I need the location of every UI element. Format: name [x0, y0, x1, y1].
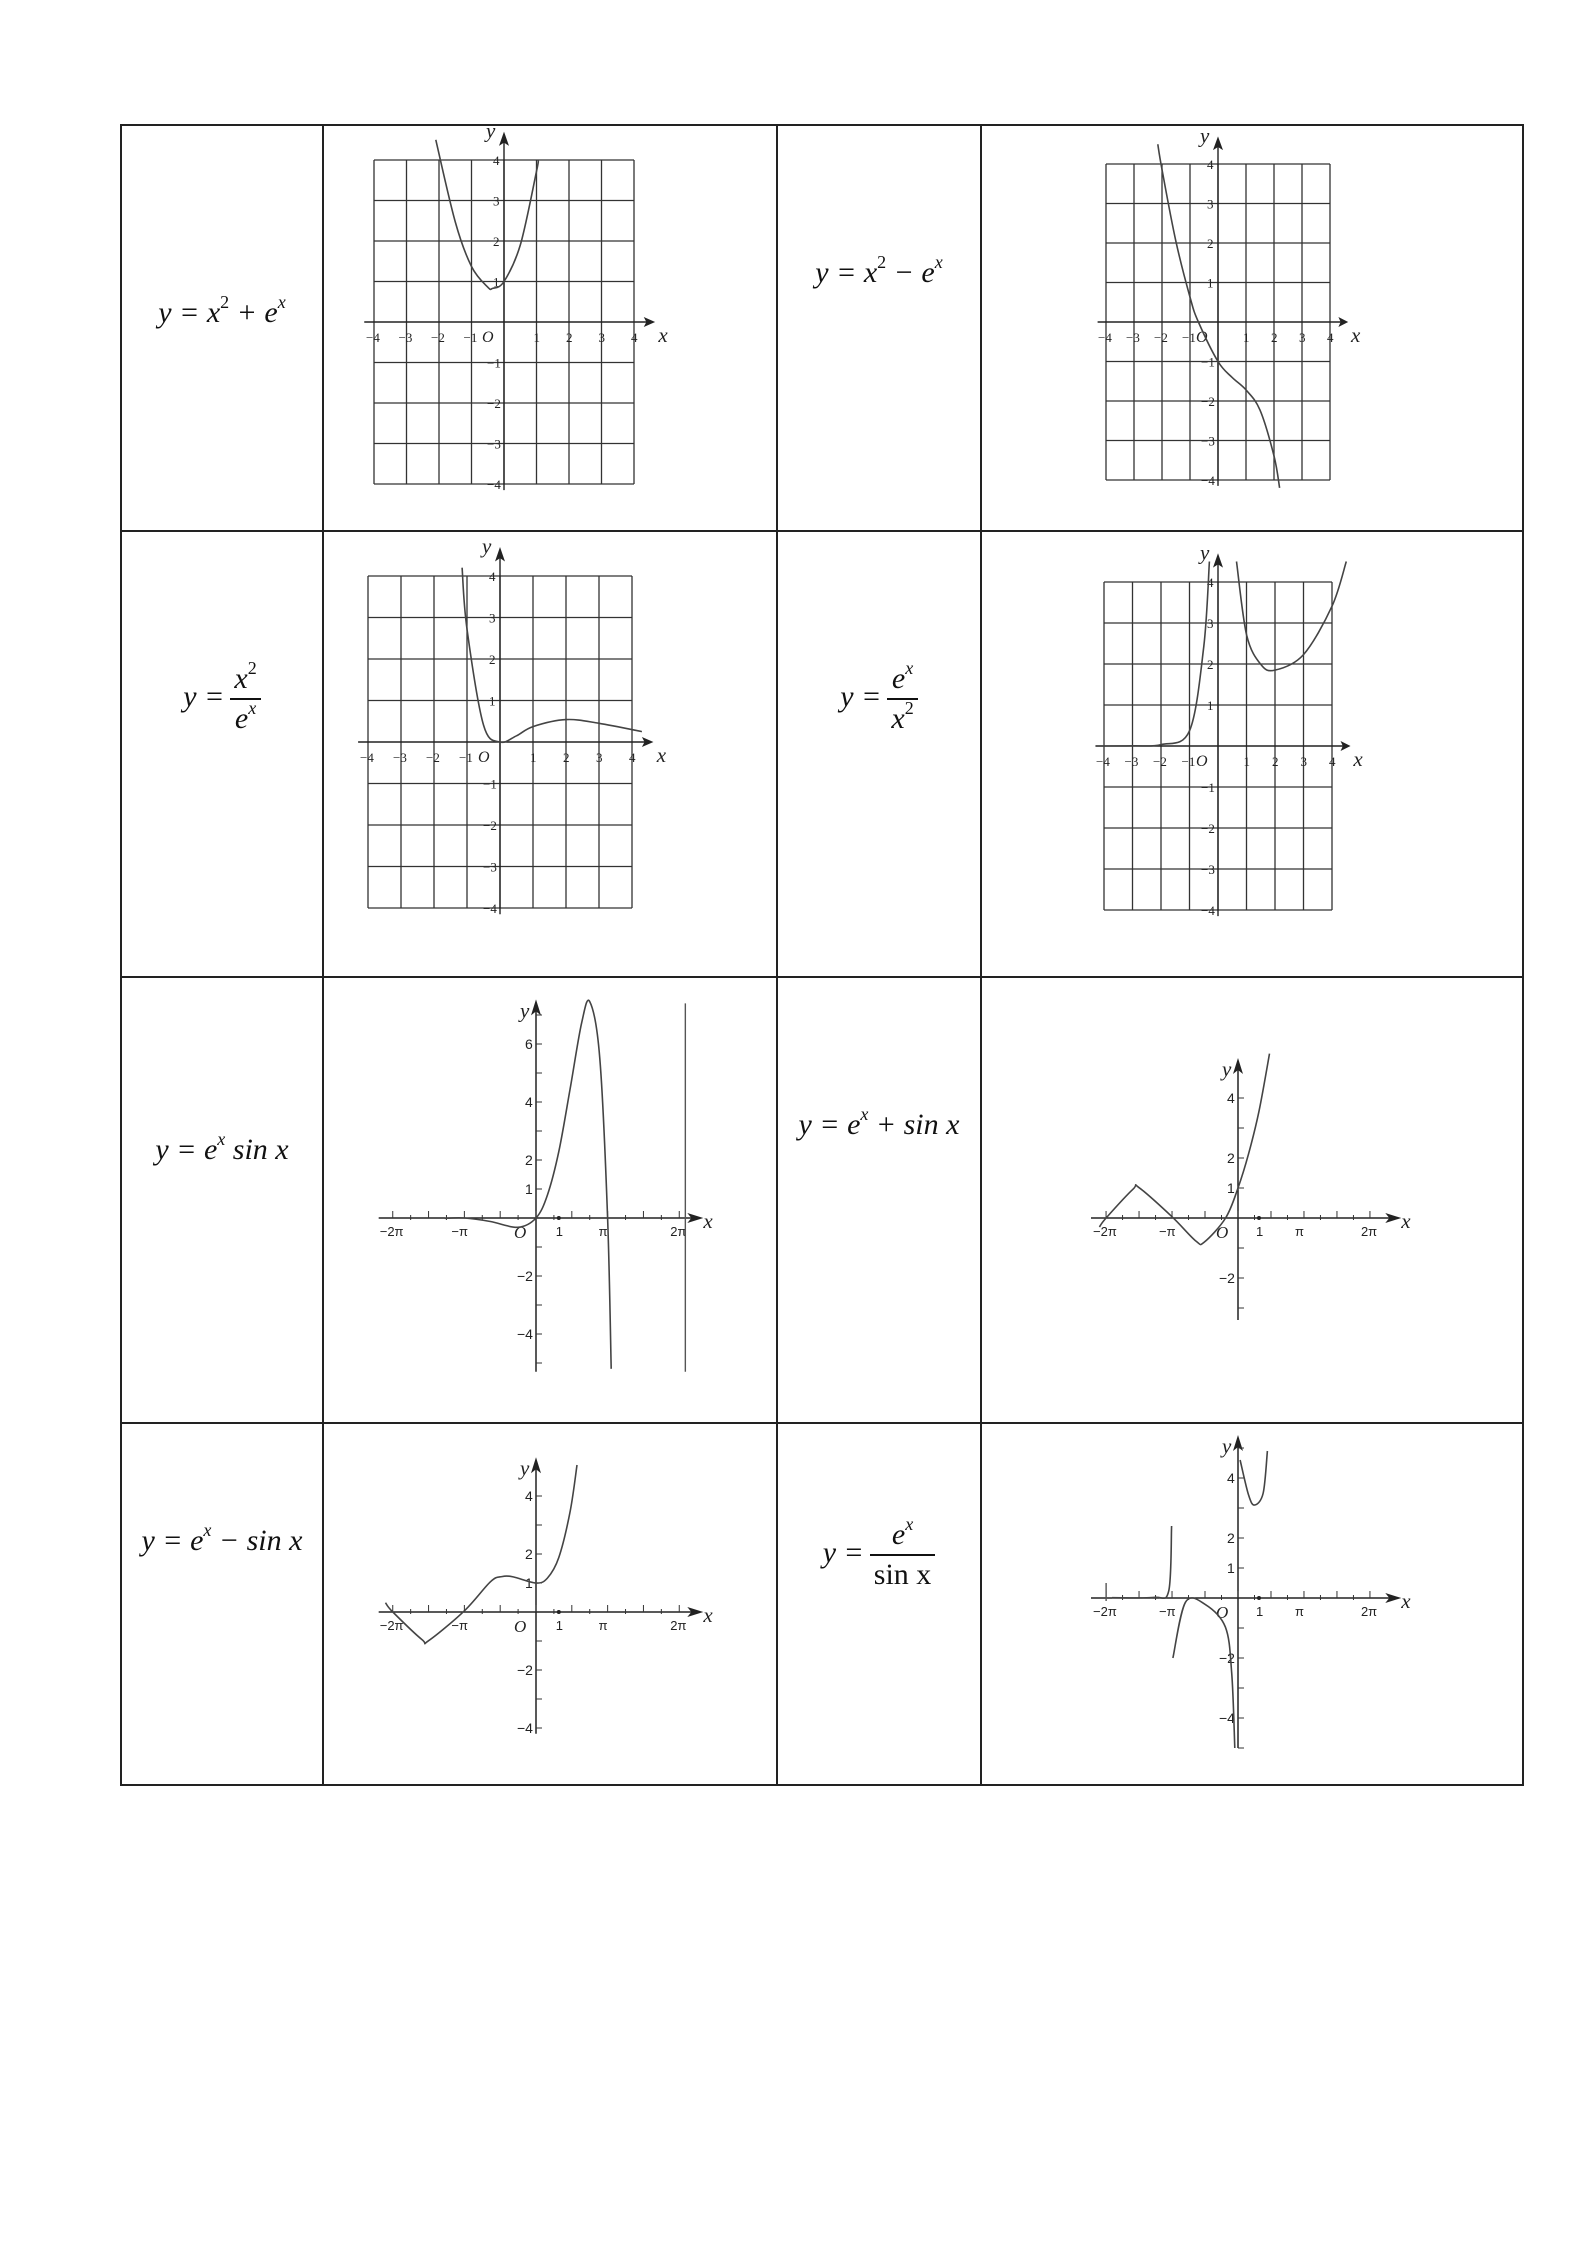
graph-ex-over-x2: [982, 532, 1522, 978]
y-tick-label: −2: [1219, 1270, 1235, 1286]
x-tick-label: −π: [451, 1618, 468, 1633]
graph-ex-plus-sinx: [982, 978, 1522, 1424]
graph-cell: [981, 125, 1523, 531]
formula-exponent: 2: [220, 292, 230, 312]
y-tick-label: 4: [1207, 157, 1214, 172]
y-tick-label: 2: [1207, 236, 1214, 251]
graph-cell: [323, 977, 777, 1423]
table-row: [121, 531, 1523, 977]
y-tick-label: 2: [493, 234, 500, 249]
x-tick-dot: [557, 1610, 561, 1614]
x-tick-label: −π: [1159, 1224, 1176, 1239]
formula-ex-plus-sinx: [778, 1104, 980, 1142]
formula-exponent: 2: [247, 658, 257, 678]
y-axis-label: y: [1222, 1434, 1232, 1458]
y-tick-label: 4: [525, 1488, 533, 1504]
x-tick-label: 1: [1243, 754, 1250, 769]
x-tick-dot: [1257, 1216, 1261, 1220]
formula-exponent: x: [934, 252, 943, 272]
formula-text: y = e: [798, 1108, 861, 1141]
y-tick-label: −2: [517, 1662, 533, 1678]
x-tick-label: 1: [1256, 1224, 1264, 1239]
y-axis-label: y: [1222, 1057, 1232, 1081]
graph-cell: [323, 118, 777, 531]
formula-text: y = e: [155, 1133, 218, 1166]
y-tick-label: 1: [1207, 275, 1214, 291]
table-row: [121, 125, 1523, 531]
denominator: x: [891, 702, 905, 735]
graph-x2-over-ex: [324, 532, 776, 978]
y-tick-label: 2: [525, 1152, 533, 1168]
formula-text: y = e: [141, 1524, 204, 1557]
x-tick-label: π: [598, 1618, 608, 1633]
x-tick-label: −π: [1159, 1604, 1176, 1619]
y-tick-label: 1: [493, 274, 500, 290]
x-tick-label: −2π: [1093, 1604, 1117, 1619]
formula-text: + sin x: [868, 1108, 960, 1141]
x-tick-label: π: [1294, 1604, 1304, 1619]
formula-text: − sin x: [211, 1524, 303, 1557]
x-tick-label: −3: [393, 750, 407, 765]
y-tick-label: −1: [483, 776, 497, 792]
table-row: [121, 977, 1523, 1423]
y-tick-label: 1: [525, 1575, 533, 1591]
function-curve: [1240, 1451, 1267, 1505]
x-tick-label: −2: [1154, 330, 1168, 345]
formula-cell: [777, 531, 981, 977]
x-tick-label: π: [1294, 1224, 1304, 1239]
x-tick-label: 1: [530, 750, 537, 765]
graph-ex-over-sinx: [982, 1424, 1522, 1786]
y-tick-label: −4: [483, 901, 497, 916]
y-tick-label: −4: [1219, 1710, 1235, 1726]
fraction: [230, 660, 260, 738]
x-tick-dot: [1257, 1596, 1261, 1600]
x-tick-label: 1: [1256, 1604, 1264, 1619]
x-tick-label: 4: [1327, 330, 1334, 345]
x-tick-dot: [557, 1216, 561, 1220]
graph-cell: [323, 531, 777, 977]
x-tick-label: −2π: [1093, 1224, 1117, 1239]
numerator: e: [891, 662, 906, 695]
y-tick-label: −2: [517, 1268, 533, 1284]
formula-text: sin x: [225, 1133, 289, 1166]
y-tick-label: 1: [1227, 1560, 1235, 1576]
x-axis-label: x: [703, 1209, 713, 1233]
x-axis-label: x: [1353, 747, 1363, 771]
origin-label: O: [482, 329, 494, 346]
formula-exponent: x: [248, 698, 257, 718]
y-tick-label: −1: [1201, 780, 1215, 795]
x-tick-label: −4: [1098, 330, 1112, 345]
formula-exponent: 2: [904, 698, 914, 718]
formula-exponent: x: [905, 658, 914, 678]
x-tick-label: −3: [1126, 330, 1140, 345]
y-tick-label: 1: [489, 693, 496, 709]
function-curve: [1237, 562, 1347, 671]
y-tick-label: −4: [517, 1326, 533, 1342]
x-axis-label: x: [1401, 1209, 1411, 1233]
formula-text: y = x: [158, 296, 221, 329]
formula-cell: [777, 1423, 981, 1785]
formula-exponent: x: [203, 1520, 212, 1540]
x-tick-label: 2: [1271, 330, 1278, 345]
formula-exponent: x: [905, 1514, 914, 1534]
x-tick-label: −2: [431, 330, 445, 345]
function-curve: [1112, 1526, 1172, 1598]
y-tick-label: 3: [489, 610, 496, 626]
y-tick-label: 1: [525, 1181, 533, 1197]
denominator: e: [234, 702, 249, 735]
formula-ex-over-x2: [778, 660, 980, 738]
origin-label: O: [514, 1617, 527, 1636]
y-axis-label: y: [1200, 123, 1210, 148]
formula-cell: [777, 977, 981, 1423]
origin-label: O: [1216, 1223, 1229, 1242]
x-tick-label: π: [598, 1224, 608, 1239]
y-tick-label: 4: [1227, 1470, 1235, 1486]
y-tick-label: 1: [1227, 1180, 1235, 1196]
graph-cell: [323, 1423, 777, 1785]
numerator: x: [234, 662, 248, 695]
formula-cell: [121, 977, 323, 1423]
x-axis-label: x: [656, 743, 667, 767]
function-graph-table: [120, 118, 1524, 1786]
y-axis-label: y: [486, 118, 496, 143]
y-tick-label: −4: [1201, 473, 1215, 488]
function-curve: [1096, 562, 1210, 747]
graph-x2-plus-ex: [324, 118, 776, 532]
function-curve: [386, 1465, 578, 1644]
x-tick-label: −3: [1124, 754, 1139, 769]
x-tick-label: 1: [1243, 330, 1250, 345]
y-tick-label: −2: [1201, 394, 1215, 409]
graph-cell: [981, 977, 1523, 1423]
formula-exponent: x: [217, 1129, 226, 1149]
function-curve: [436, 140, 539, 290]
formula-text: + e: [229, 296, 278, 329]
y-tick-label: 4: [1227, 1090, 1235, 1106]
formula-text: y =: [183, 679, 225, 713]
x-tick-label: 3: [1299, 330, 1306, 345]
y-tick-label: −2: [1219, 1650, 1235, 1666]
x-tick-label: 2π: [670, 1224, 687, 1239]
formula-cell: [121, 125, 323, 531]
x-tick-label: 3: [598, 330, 605, 345]
x-axis-label: x: [658, 323, 668, 347]
origin-label: O: [478, 749, 490, 766]
y-tick-label: 2: [525, 1546, 533, 1562]
formula-x2-plus-ex: [122, 292, 322, 330]
formula-exponent: 2: [877, 252, 887, 272]
y-tick-label: 2: [1227, 1530, 1235, 1546]
y-axis-label: y: [520, 998, 530, 1023]
formula-ex-over-sinx: [778, 1516, 980, 1594]
formula-text: − e: [886, 256, 935, 289]
formula-x2-over-ex: [122, 660, 322, 738]
formula-ex-minus-sinx: [122, 1520, 322, 1558]
x-tick-label: −2: [426, 750, 440, 765]
formula-ex-sinx: [122, 1129, 322, 1167]
y-tick-label: 2: [1207, 657, 1214, 672]
x-axis-label: x: [703, 1603, 713, 1627]
x-tick-label: −2π: [379, 1224, 404, 1239]
x-tick-label: −3: [398, 330, 413, 345]
table-row: [121, 1423, 1523, 1785]
x-tick-label: −1: [1182, 330, 1196, 345]
formula-cell: [121, 1423, 323, 1785]
fraction: [887, 660, 917, 738]
x-tick-label: 1: [555, 1224, 564, 1239]
graph-cell: [981, 1423, 1523, 1785]
graph-ex-sinx: [324, 978, 776, 1424]
y-tick-label: −2: [483, 818, 497, 833]
formula-cell: [777, 125, 981, 531]
x-tick-label: −1: [1181, 754, 1196, 769]
y-tick-label: −4: [487, 477, 501, 492]
y-tick-label: −4: [517, 1720, 533, 1736]
y-tick-label: 3: [493, 193, 500, 209]
y-tick-label: −1: [487, 355, 501, 371]
y-tick-label: 4: [489, 569, 496, 584]
x-tick-label: −2π: [379, 1618, 404, 1633]
y-tick-label: 2: [1227, 1150, 1235, 1166]
y-tick-label: 2: [489, 652, 496, 667]
y-tick-label: −3: [1201, 433, 1215, 449]
numerator: e: [891, 1518, 906, 1551]
formula-cell: [121, 531, 323, 977]
y-tick-label: −2: [487, 396, 501, 411]
x-tick-label: 2π: [1360, 1604, 1378, 1619]
function-curve: [1099, 1054, 1269, 1245]
x-tick-label: −1: [459, 750, 473, 765]
denominator: sin x: [873, 1558, 932, 1591]
formula-text: y =: [822, 1535, 864, 1569]
x-tick-label: 2π: [1360, 1224, 1378, 1239]
y-tick-label: 1: [1207, 698, 1214, 713]
x-tick-label: −4: [1096, 754, 1110, 769]
y-tick-label: 6: [525, 1036, 533, 1052]
y-axis-label: y: [520, 1456, 530, 1481]
y-tick-label: −2: [1201, 821, 1215, 836]
x-tick-label: 2: [1272, 754, 1279, 769]
formula-exponent: x: [860, 1104, 869, 1124]
origin-label: O: [514, 1223, 527, 1242]
graph-x2-minus-ex: [982, 123, 1522, 532]
graph-cell: [981, 531, 1523, 977]
x-tick-label: 1: [533, 330, 540, 345]
y-tick-label: −1: [1201, 354, 1215, 370]
y-axis-label: y: [1200, 540, 1210, 565]
formula-exponent: x: [277, 292, 286, 312]
y-tick-label: 4: [493, 153, 500, 168]
x-tick-label: −4: [366, 330, 380, 345]
x-tick-label: −1: [463, 330, 478, 345]
x-tick-label: 4: [1329, 754, 1336, 769]
formula-x2-minus-ex: [778, 252, 980, 290]
x-tick-label: 3: [1300, 754, 1307, 769]
y-axis-label: y: [482, 534, 492, 559]
y-tick-label: −3: [483, 859, 497, 875]
y-tick-label: 3: [1207, 616, 1214, 631]
fraction: [870, 1516, 936, 1594]
x-axis-label: x: [1401, 1589, 1411, 1613]
x-tick-label: −4: [360, 750, 374, 765]
y-tick-label: 4: [525, 1094, 533, 1110]
x-tick-label: 2: [566, 330, 573, 345]
x-tick-label: 4: [629, 750, 636, 765]
x-tick-label: −2: [1153, 754, 1167, 769]
origin-label: O: [1196, 753, 1208, 770]
formula-text: y =: [840, 679, 882, 713]
x-axis-label: x: [1351, 323, 1361, 347]
graph-ex-minus-sinx: [324, 1424, 776, 1786]
x-tick-label: 3: [596, 750, 603, 765]
y-tick-label: −4: [1201, 903, 1215, 918]
y-tick-label: −3: [1201, 862, 1215, 877]
y-tick-label: 4: [1207, 575, 1214, 590]
y-tick-label: 3: [1207, 196, 1214, 212]
x-tick-label: 4: [631, 330, 638, 345]
x-tick-label: 1: [555, 1618, 564, 1633]
origin-label: O: [1196, 329, 1208, 346]
y-tick-label: −3: [487, 436, 501, 452]
formula-text: y = x: [815, 256, 878, 289]
x-tick-label: 2: [563, 750, 570, 765]
x-tick-label: −π: [451, 1224, 468, 1239]
origin-label: O: [1216, 1603, 1229, 1622]
x-tick-label: 2π: [670, 1618, 687, 1633]
